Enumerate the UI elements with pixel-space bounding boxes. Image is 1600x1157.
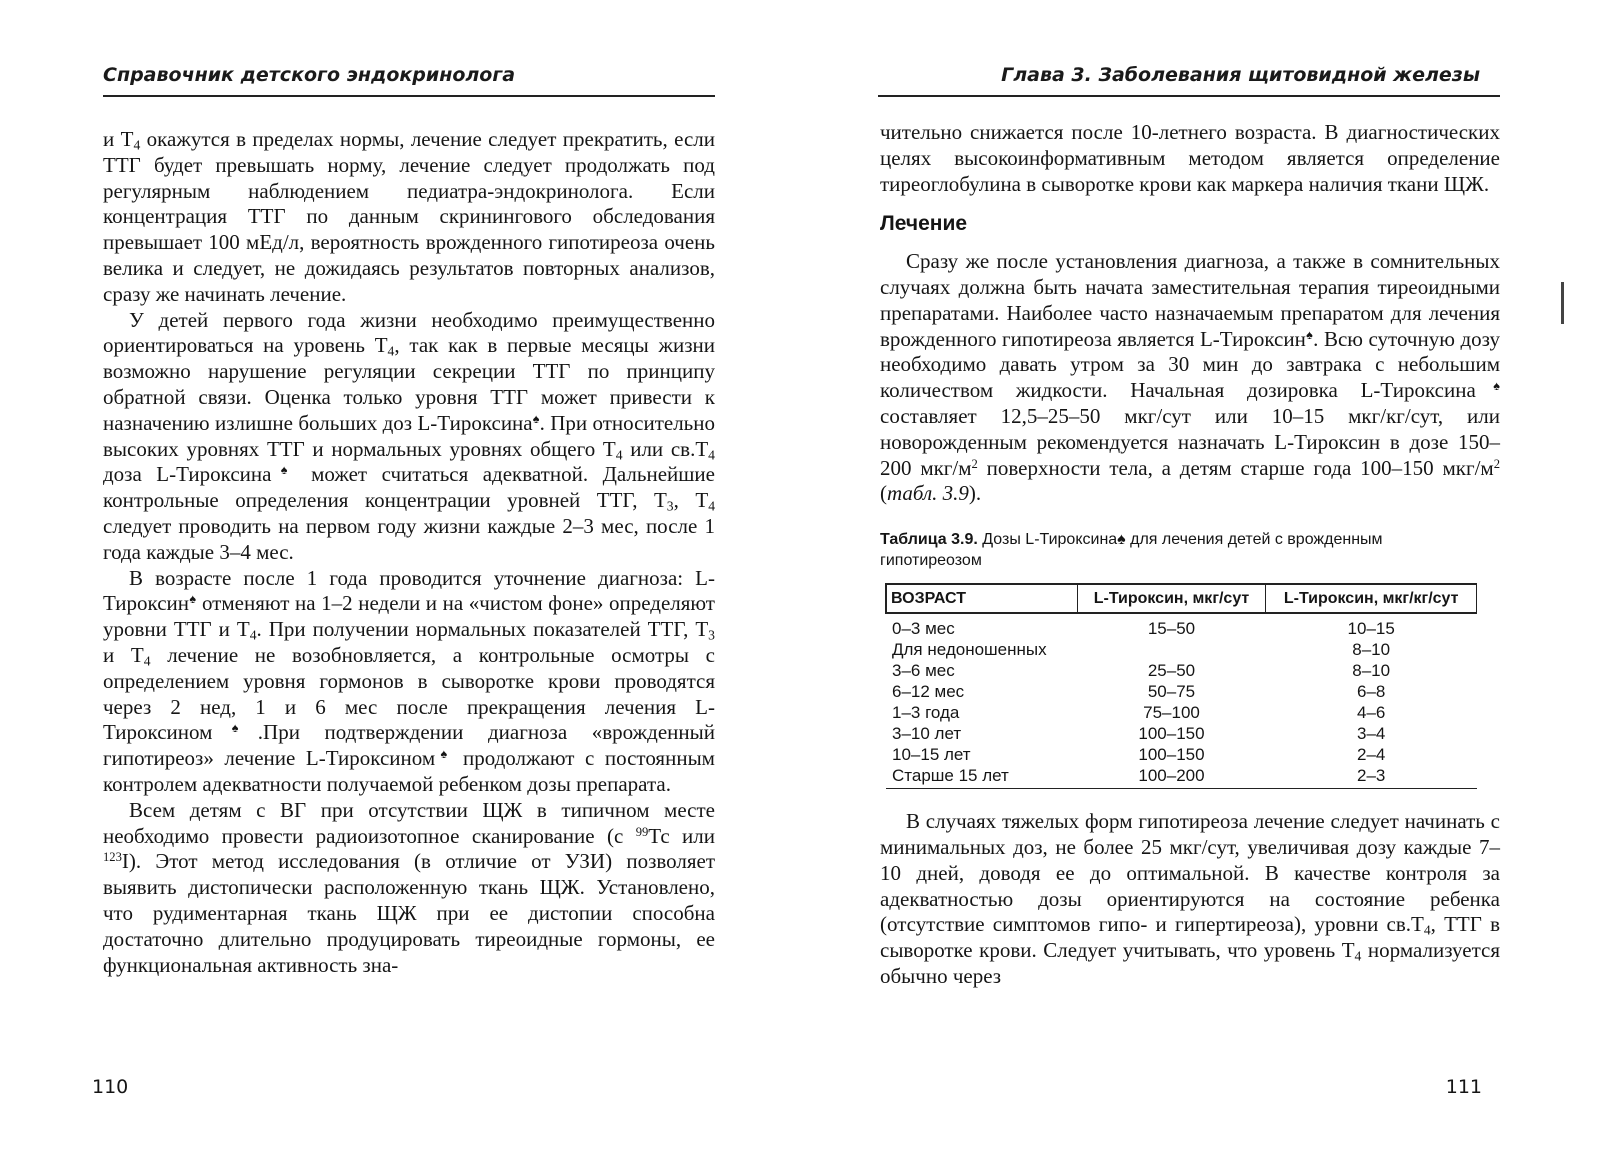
table-cell: 2–3 <box>1266 765 1477 789</box>
scan-edge-mark <box>1561 282 1564 324</box>
table-row <box>886 639 1477 660</box>
paragraph: Всем детям с ВГ при отсутствии ЩЖ в типичном месте необходимо провести радиоизотопное сканирование (с $^{99}$Тс или $^{123}$I). Этот метод исследования (в отличие от УЗИ) позволяет выявить дистопически расположенную ткань ЩЖ. Установлено, что рудиментарная ткань ЩЖ при ее дистопии способна достаточно длительно продуцировать тиреоидные гормоны, ее функциональная активность зна- <box>103 797 715 977</box>
table-cell: 6–8 <box>1356 682 1386 702</box>
table-header-cell: L-Тироксин, мкг/кг/сут <box>1266 584 1477 613</box>
page-number: 111 <box>1445 1076 1482 1098</box>
table-cell: 3–10 лет <box>892 724 962 744</box>
table-cell: 100–150 <box>1138 745 1205 765</box>
paragraph: и $Т_4$ окажутся в пределах нормы, лечение следует прекратить, если ТТГ будет превышать норму, лечение следует продолжать под регулярным наблюдением педиатра-эндокринолога. Если концентрация ТТГ по данным скринингового обследования превышает 100 мЕд/л, вероятность врожденного гипотиреоза очень велика и следует, не дожидаясь результатов повторных анализов, сразу же начинать лечение. <box>103 127 715 306</box>
header-rule <box>878 95 1500 97</box>
page-number: 110 <box>92 1076 129 1098</box>
table-cell: 10–15 лет <box>892 745 971 765</box>
header-rule <box>103 95 715 97</box>
table-cell: 3–4 <box>1356 724 1386 744</box>
text-column <box>880 120 1500 990</box>
paragraph: В возрасте после 1 года проводится уточнение диагноза: L-Тироксин♠ отменяют на 1–2 недели и на «чистом фоне» определяют уровни ТТГ и $Т_4$. При получении нормальных показателей ТТГ, $Т_3$ и $Т_4$ лечение не возобновляется, а контрольные осмотры с определением уровня гормонов в сыворотке крови проводятся через 2 нед, 1 и 6 мес после прекращения лечения L-Тироксином♠.При подтверждении диагноза «врожденный гипотиреоз» лечение L-Тироксином♠ продолжают с постоянным контролем адекватности получаемой ребенком дозы препарата. <box>103 565 715 796</box>
table-header-cell: ВОЗРАСТ <box>886 584 1077 613</box>
table-cell: 8–10 <box>1352 640 1391 660</box>
table-header-row <box>886 584 1477 613</box>
table-cell: 8–10 <box>1352 661 1391 681</box>
table-caption <box>880 529 1420 571</box>
table-row <box>886 765 1477 789</box>
text-column <box>103 127 715 978</box>
table-cell: 2–4 <box>1356 745 1386 765</box>
table-cell <box>1077 639 1266 660</box>
table-cell: 15–50 <box>1147 619 1196 639</box>
table-cell: Для недоношенных <box>892 640 1047 660</box>
table-row <box>886 723 1477 744</box>
table-cell: 6–12 мес <box>892 682 965 702</box>
table-body <box>886 613 1477 789</box>
paragraph: Сразу же после установления диагноза, а также в сомнительных случаях должна быть начата заместительная терапия тиреоидными препаратами. Наиболее часто назначаемым препаратом для лечения врожденного гипотиреоза является L-Тироксин♠. Всю суточную дозу необходимо давать утром за 30 мин до завтрака с небольшим количеством жидкости. Начальная дозировка L-Тироксина♠ составляет 12,5–25–50 мкг/сут или 10–15 мкг/кг/сут, или новорожденным рекомендуется назначать L-Тироксин в дозе 150–200 мкг/$м^2$ поверхности тела, а детям старше года 100–150 мкг/$м^2$ (табл. 3.9). <box>880 249 1500 506</box>
paragraph: У детей первого года жизни необходимо преимущественно ориентироваться на уровень $Т_4$, так как в первые месяцы жизни возможно нарушение регуляции секреции ТТГ по принципу обратной связи. Оценка только уровня ТТГ может привести к назначению излишне больших доз L-Тироксина♠. При относительно высоких уровнях ТТГ и нормальных уровнях общего $Т_4$ или $св.Т_4$ доза L-Тироксина♠ может считаться адекватной. Дальнейшие контрольные определения концентрации уровней ТТГ, $Т_3$, $Т_4$ следует проводить на первом году жизни каждые 2–3 мес, после 1 года каждые 3–4 мес. <box>103 307 716 564</box>
table-cell: 4–6 <box>1356 703 1386 723</box>
table-cell: 75–100 <box>1143 703 1200 723</box>
table-row <box>886 681 1477 702</box>
table-caption-label: Таблица 3.9. <box>880 531 978 549</box>
table-row <box>886 744 1477 765</box>
table-cell: 100–200 <box>1077 765 1266 789</box>
table-row <box>886 613 1477 639</box>
table-cell: 25–50 <box>1147 661 1196 681</box>
section-heading: Лечение <box>880 212 968 236</box>
table-caption-text: Дозы L-Тироксина♠ для лечения детей с врожденным гипотиреозом <box>880 531 1383 570</box>
dosage-table <box>885 583 1477 789</box>
table-row <box>886 702 1477 723</box>
table-cell: 50–75 <box>1147 682 1196 702</box>
table-cell: 3–6 мес <box>892 661 955 681</box>
left-page <box>0 0 780 1157</box>
right-page <box>820 0 1600 1157</box>
table-cell: Старше 15 лет <box>886 765 1077 789</box>
table-cell: 10–15 <box>1347 619 1395 639</box>
paragraph: В случаях тяжелых форм гипотиреоза лечение следует начинать с минимальных доз, не более 25 мкг/сут, увеличивая дозу каждые 7–10 дней, доводя ее до оптимальной. В качестве контроля за адекватностью дозы ориентируются на состояние ребенка (отсутствие симптомов гипо- и гипертиреоза), уровни $св.Т_4$, ТТГ в сыворотке крови. Следует учитывать, что уровень $Т_4$ нормализуется обычно через <box>880 809 1501 988</box>
running-head: Справочник детского эндокринолога <box>103 64 516 86</box>
table-cell: 1–3 года <box>892 703 960 723</box>
paragraph: чительно снижается после 10-летнего возраста. В диагностических целях высокоинформативным методом является определение тиреоглобулина в сыворотке крови как маркера наличия ткани ЩЖ. <box>880 120 1500 196</box>
table-cell: 0–3 мес <box>892 619 955 639</box>
running-head: Глава 3. Заболевания щитовидной железы <box>1001 64 1480 86</box>
table-cell: 100–150 <box>1138 724 1205 744</box>
table-row <box>886 660 1477 681</box>
table-header-cell: L-Тироксин, мкг/сут <box>1077 584 1266 613</box>
